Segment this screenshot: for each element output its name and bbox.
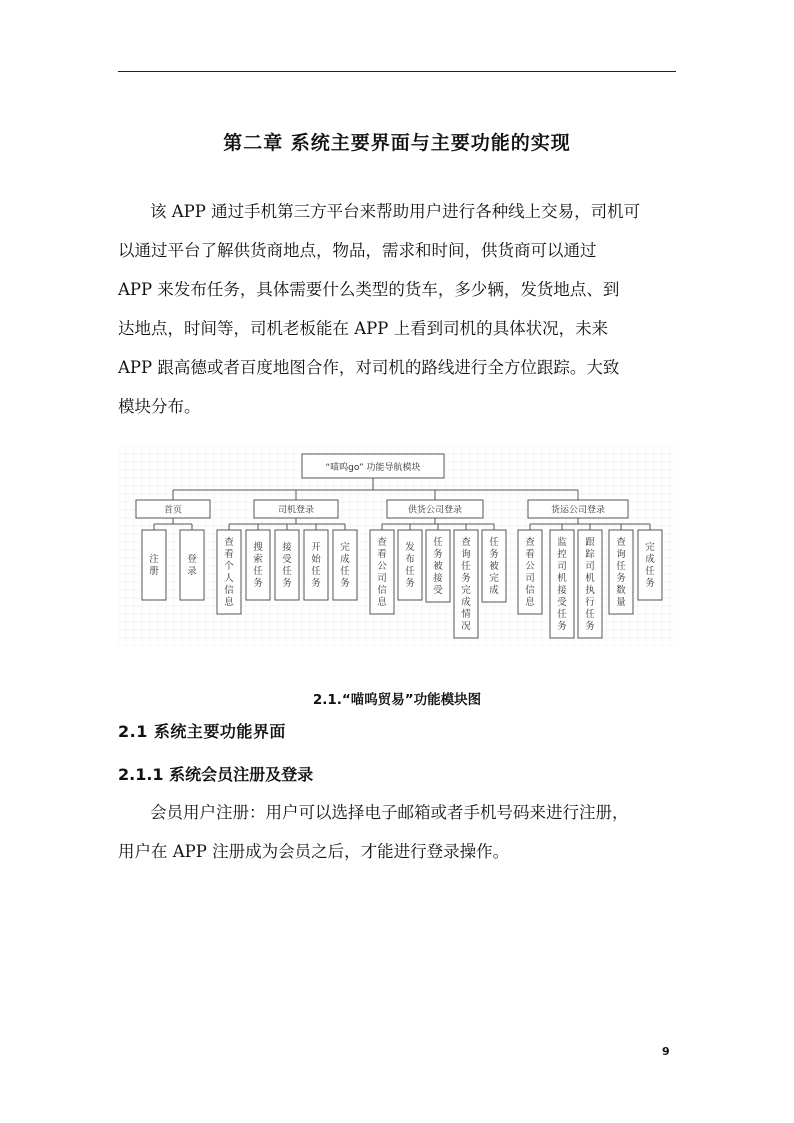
leaf-node <box>333 530 357 600</box>
leaf-node <box>142 530 166 600</box>
paragraph-line: 该 APP 通过手机第三方平台来帮助用户进行各种线上交易，司机可 <box>150 202 641 221</box>
leaf-node-label: 登录 <box>187 554 197 577</box>
paragraph-line: APP 来发布任务，具体需要什么类型的货车，多少辆，发货地点、到 <box>118 280 620 299</box>
leaf-node-label: 查询任务数量 <box>616 537 626 608</box>
leaf-node-label: 监控司机接受任务 <box>557 537 567 632</box>
paragraph-line: APP 跟高德或者百度地图合作，对司机的路线进行全方位跟踪。大致 <box>118 358 620 377</box>
leaf-node-label: 查询任务完成情况 <box>461 537 471 632</box>
group-node-label: 首页 <box>163 505 183 516</box>
figure-caption: 2.1.“喵呜贸易”功能模块图 <box>312 692 482 708</box>
leaf-node-label: 发布任务 <box>405 542 415 589</box>
register-paragraph <box>118 793 674 871</box>
chapter-title: 第二章 系统主要界面与主要功能的实现 <box>223 132 571 154</box>
leaf-node-label: 接受任务 <box>282 542 292 589</box>
paragraph-line: 用户在 APP 注册成为会员之后，才能进行登录操作。 <box>118 842 510 861</box>
module-tree-diagram <box>118 446 676 646</box>
group-node-label: 货运公司登录 <box>550 505 606 516</box>
leaf-node-label: 完成任务 <box>340 542 350 589</box>
group-node-label: 司机登录 <box>277 505 315 516</box>
leaf-node <box>275 530 299 600</box>
leaf-node-label: 查看公司信息 <box>525 537 535 608</box>
intro-paragraph <box>118 192 674 426</box>
paragraph-line: 会员用户注册：用户可以选择电子邮箱或者手机号码来进行注册， <box>150 803 629 822</box>
group-node-label: 供货公司登录 <box>407 505 463 516</box>
leaf-node-label: 查看个人信息 <box>224 537 234 608</box>
leaf-node-label: 注册 <box>149 554 159 577</box>
leaf-node <box>246 530 270 600</box>
leaf-node-label: 任务被完成 <box>489 537 499 596</box>
paragraph-line: 达地点，时间等，司机老板能在 APP 上看到司机的具体状况，未来 <box>118 319 609 338</box>
leaf-node-label: 跟踪司机执行任务 <box>585 537 595 632</box>
leaf-node <box>398 530 422 600</box>
leaf-node-label: 任务被接受 <box>433 537 443 596</box>
paragraph-line: 模块分布。 <box>118 397 201 416</box>
page-number: 9 <box>662 1045 670 1058</box>
leaf-node-label: 开始任务 <box>311 542 321 589</box>
subsection-heading: 2.1.1 系统会员注册及登录 <box>118 765 314 784</box>
leaf-node <box>304 530 328 600</box>
leaf-node-label: 搜索任务 <box>253 542 263 589</box>
root-node-label: “喵呜go” 功能导航模块 <box>325 463 421 473</box>
leaf-node-label: 完成任务 <box>645 542 655 589</box>
paragraph-line: 以通过平台了解供货商地点，物品，需求和时间，供货商可以通过 <box>118 241 597 260</box>
leaf-node <box>180 530 204 600</box>
leaf-node <box>638 530 662 600</box>
leaf-node-label: 查看公司信息 <box>377 537 387 608</box>
section-heading: 2.1 系统主要功能界面 <box>118 722 286 741</box>
header-rule <box>118 71 676 72</box>
